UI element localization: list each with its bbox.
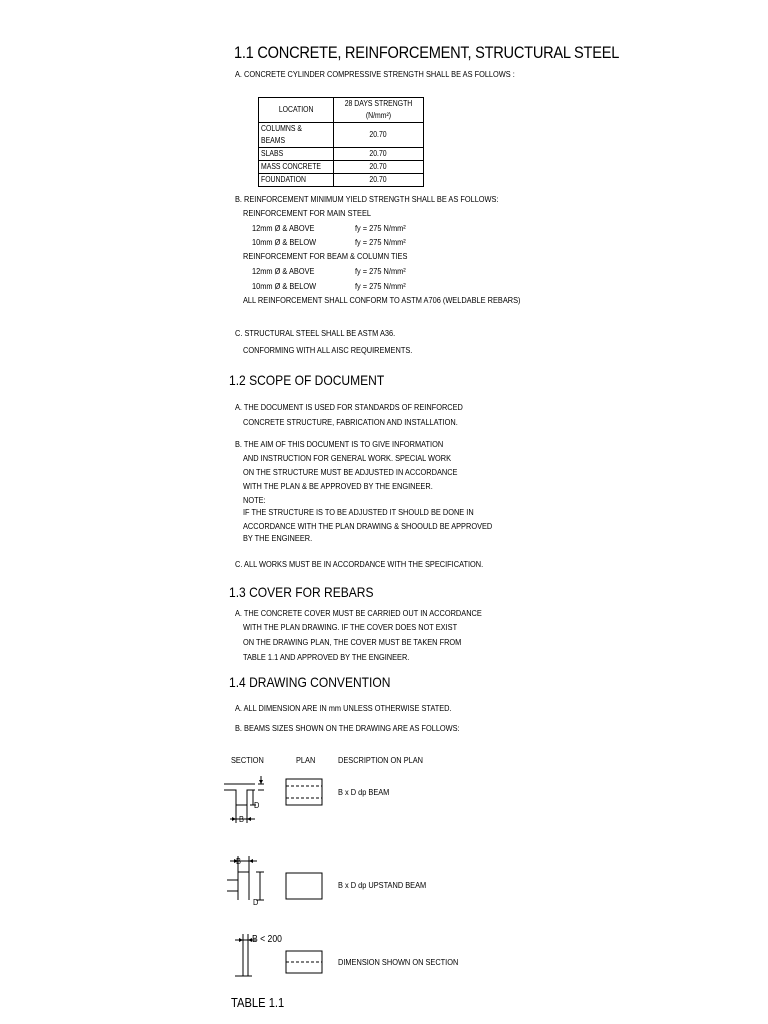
table-row: [259, 161, 424, 174]
section-1-2-b-line: BY THE ENGINEER.: [243, 533, 313, 543]
section-1-2-b-line: IF THE STRUCTURE IS TO BE ADJUSTED IT SHOULD BE DONE IN: [243, 507, 474, 517]
section-1-3-title: 1.3 COVER FOR REBARS: [229, 584, 374, 600]
main-steel-fy: fy = 275 N/mm²: [355, 223, 406, 233]
section-1-2-b-line: B. THE AIM OF THIS DOCUMENT IS TO GIVE INFORMATION: [235, 439, 444, 449]
section-1-4-a-text: A. ALL DIMENSION ARE IN mm UNLESS OTHERWISE STATED.: [235, 703, 452, 713]
table-1-1-partial-title: TABLE 1.1: [231, 995, 285, 1010]
ties-fy: fy = 275 N/mm²: [355, 281, 406, 291]
drop-beam-description: B x D dp BEAM: [338, 787, 390, 797]
section-1-1-b-text: B. REINFORCEMENT MINIMUM YIELD STRENGTH SHALL BE AS FOLLOWS:: [235, 194, 499, 204]
ties-size: 10mm Ø & BELOW: [252, 281, 317, 291]
ties-fy: fy = 275 N/mm²: [355, 266, 406, 276]
section-1-3-line: TABLE 1.1 AND APPROVED BY THE ENGINEER.: [243, 652, 410, 662]
wall-plan-diagram: [285, 950, 325, 976]
drop-beam-plan-diagram: [285, 778, 325, 808]
section-1-2-c-text: C. ALL WORKS MUST BE IN ACCORDANCE WITH THE SPECIFICATION.: [235, 559, 484, 569]
row-location: COLUMNS & BEAMS: [261, 124, 302, 145]
header-location: LOCATION: [278, 105, 314, 114]
upstand-beam-description: B x D dp UPSTAND BEAM: [338, 880, 427, 890]
row-strength: 20.70: [369, 149, 388, 158]
row-location: MASS CONCRETE: [261, 162, 322, 171]
table-row: [259, 148, 424, 161]
section-1-2-b-line: WITH THE PLAN & BE APPROVED BY THE ENGINEER.: [243, 481, 433, 491]
section-1-1-c-line1: C. STRUCTURAL STEEL SHALL BE ASTM A36.: [235, 328, 396, 338]
concrete-strength-table: [258, 97, 424, 187]
column-header-description: DESCRIPTION ON PLAN: [338, 755, 424, 765]
table-row: [259, 123, 424, 148]
label-b: B: [239, 814, 244, 824]
section-1-1-a-text: A. CONCRETE CYLINDER COMPRESSIVE STRENGTH SHALL BE AS FOLLOWS :: [235, 69, 515, 79]
section-1-2-title: 1.2 SCOPE OF DOCUMENT: [229, 372, 385, 388]
section-1-2-b-line: ACCORDANCE WITH THE PLAN DRAWING & SHOOULD BE APPROVED: [243, 521, 493, 531]
section-1-3-line: A. THE CONCRETE COVER MUST BE CARRIED OUT IN ACCORDANCE: [235, 608, 482, 618]
main-steel-size: 10mm Ø & BELOW: [252, 237, 317, 247]
section-1-1-c-line2: CONFORMING WITH ALL AISC REQUIREMENTS.: [243, 345, 413, 355]
section-1-1-title: 1.1 CONCRETE, REINFORCEMENT, STRUCTURAL STEEL: [234, 43, 620, 62]
label-d: D: [254, 800, 260, 810]
table-row: [259, 174, 424, 187]
table-header-row: [259, 98, 424, 123]
header-strength: 28 DAYS STRENGTH (N/mm²): [344, 99, 413, 120]
drop-beam-section-diagram: [222, 770, 282, 830]
main-steel-heading: REINFORCEMENT FOR MAIN STEEL: [243, 208, 371, 218]
section-1-4-b-text: B. BEAMS SIZES SHOWN ON THE DRAWING ARE AS FOLLOWS:: [235, 723, 460, 733]
ties-size: 12mm Ø & ABOVE: [252, 266, 315, 276]
row-strength: 20.70: [369, 130, 388, 139]
section-1-2-b-line: NOTE:: [243, 495, 266, 505]
main-steel-fy: fy = 275 N/mm²: [355, 237, 406, 247]
label-d: D: [253, 897, 259, 907]
row-strength: 20.70: [369, 162, 388, 171]
section-1-3-line: ON THE DRAWING PLAN, THE COVER MUST BE TAKEN FROM: [243, 637, 462, 647]
label-b-less-200: B < 200: [252, 934, 282, 945]
label-b: B: [236, 856, 241, 866]
row-location: SLABS: [261, 149, 284, 158]
row-strength: 20.70: [369, 175, 388, 184]
section-1-2-b-line: AND INSTRUCTION FOR GENERAL WORK. SPECIAL WORK: [243, 453, 452, 463]
section-1-3-line: WITH THE PLAN DRAWING. IF THE COVER DOES NOT EXIST: [243, 622, 458, 632]
section-1-4-title: 1.4 DRAWING CONVENTION: [229, 674, 391, 690]
section-1-2-a-line: A. THE DOCUMENT IS USED FOR STANDARDS OF REINFORCED: [235, 402, 463, 412]
ties-heading: REINFORCEMENT FOR BEAM & COLUMN TIES: [243, 251, 408, 261]
section-1-2-a-line: CONCRETE STRUCTURE, FABRICATION AND INSTALLATION.: [243, 417, 458, 427]
upstand-beam-plan-diagram: [285, 872, 325, 902]
astm-conform-text: ALL REINFORCEMENT SHALL CONFORM TO ASTM A706 (WELDABLE REBARS): [243, 295, 521, 305]
wall-description: DIMENSION SHOWN ON SECTION: [338, 957, 459, 967]
column-header-section: SECTION: [231, 755, 264, 765]
main-steel-size: 12mm Ø & ABOVE: [252, 223, 315, 233]
row-location: FOUNDATION: [261, 175, 306, 184]
column-header-plan: PLAN: [296, 755, 316, 765]
section-1-2-b-line: ON THE STRUCTURE MUST BE ADJUSTED IN ACCORDANCE: [243, 467, 458, 477]
